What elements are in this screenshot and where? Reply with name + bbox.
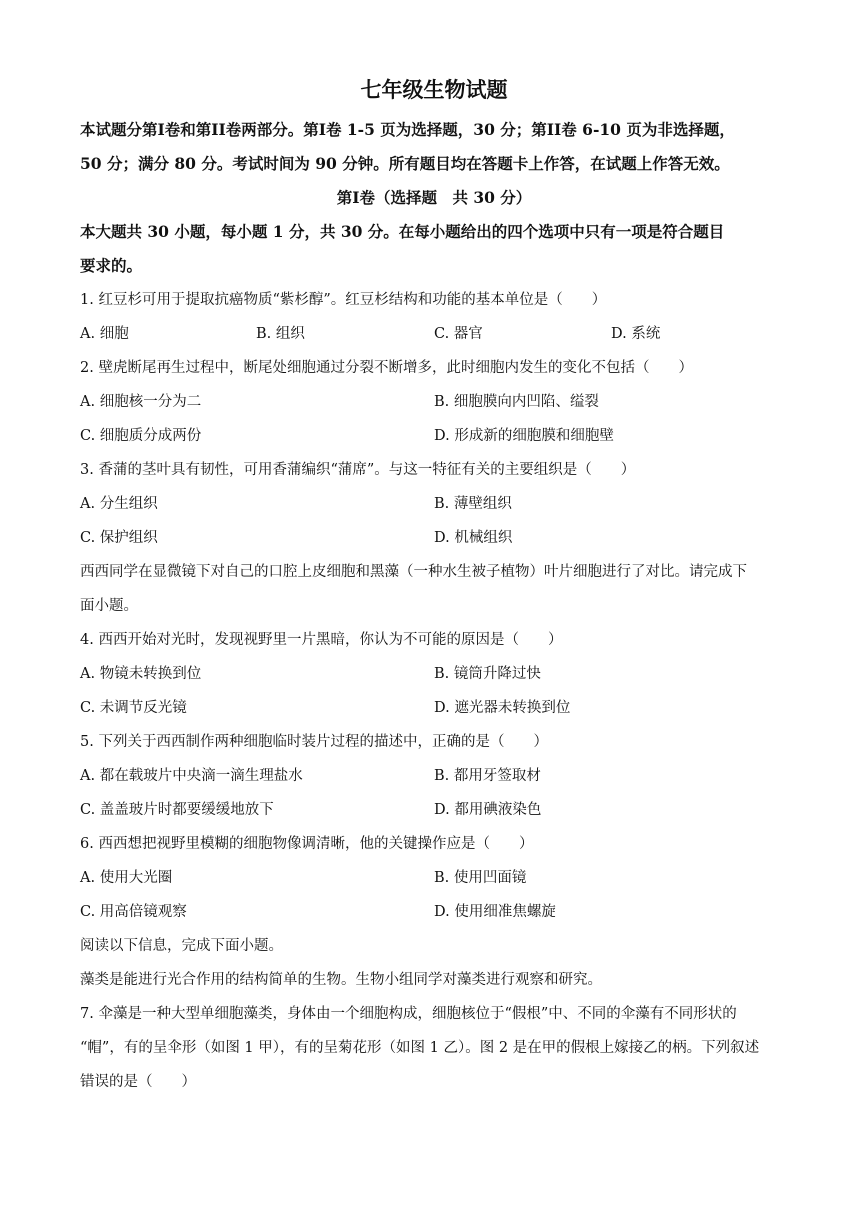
context-1-line-2: 面小题。	[80, 598, 138, 614]
question-1-option-c: C. 器官	[434, 326, 483, 342]
question-7-line-1: 7. 伞藻是一种大型单细胞藻类，身体由一个细胞构成，细胞核位于“假根”中、不同的伞藻有不同形状的	[80, 1006, 737, 1022]
question-6-option-b: B. 使用凹面镜	[434, 870, 527, 886]
question-3-option-d: D. 机械组织	[434, 530, 513, 546]
question-3-option-c: C. 保护组织	[80, 530, 158, 546]
question-1-stem: 1. 红豆杉可用于提取抗癌物质“紫杉醇”。红豆杉结构和功能的基本单位是（ ）	[80, 292, 607, 308]
section-desc-line-1: 本大题共 30 小题，每小题 1 分，共 30 分。在每小题给出的四个选项中只有一项是符合题目	[80, 222, 725, 241]
question-5-option-a: A. 都在载玻片中央滴一滴生理盐水	[80, 768, 303, 784]
question-7-line-2: “帽”，有的呈伞形（如图 1 甲），有的呈菊花形（如图 1 乙）。图 2 是在甲的假根上嫁接乙的柄。下列叙述	[80, 1040, 760, 1056]
question-1-option-a: A. 细胞	[80, 326, 129, 342]
page-title: 七年级生物试题	[360, 77, 508, 102]
intro-line-1: 本试题分第I卷和第II卷两部分。第I卷 1-5 页为选择题，30 分；第II卷 6-10 页为非选择题，	[80, 120, 735, 139]
question-1-option-d: D. 系统	[611, 326, 661, 342]
context-1-line-1: 西西同学在显微镜下对自己的口腔上皮细胞和黑藻（一种水生被子植物）叶片细胞进行了对比。请完成下	[80, 564, 747, 580]
question-6-option-a: A. 使用大光圈	[80, 870, 173, 886]
question-4-option-d: D. 遮光器未转换到位	[434, 700, 571, 716]
question-3-option-b: B. 薄壁组织	[434, 496, 512, 512]
question-2-option-a: A. 细胞核一分为二	[80, 394, 202, 410]
question-4-stem: 4. 西西开始对光时，发现视野里一片黑暗，你认为不可能的原因是（ ）	[80, 632, 563, 648]
question-1-option-b: B. 组织	[256, 326, 305, 342]
question-2-option-d: D. 形成新的细胞膜和细胞壁	[434, 428, 614, 444]
question-6-stem: 6. 西西想把视野里模糊的细胞物像调清晰，他的关键操作应是（ ）	[80, 836, 534, 852]
question-5-option-c: C. 盖盖玻片时都要缓缓地放下	[80, 802, 274, 818]
question-2-option-b: B. 细胞膜向内凹陷、缢裂	[434, 394, 599, 410]
section-title: 第I卷（选择题 共 30 分）	[336, 188, 532, 207]
question-5-option-d: D. 都用碘液染色	[434, 802, 542, 818]
context-2-line-2: 藻类是能进行光合作用的结构简单的生物。生物小组同学对藻类进行观察和研究。	[80, 972, 602, 988]
question-4-option-a: A. 物镜未转换到位	[80, 666, 202, 682]
section-desc-line-2: 要求的。	[80, 256, 143, 275]
question-3-stem: 3. 香蒲的茎叶具有韧性，可用香蒲编织“蒲席”。与这一特征有关的主要组织是（ ）	[80, 462, 636, 478]
question-4-option-b: B. 镜筒升降过快	[434, 666, 541, 682]
question-2-stem: 2. 壁虎断尾再生过程中，断尾处细胞通过分裂不断增多，此时细胞内发生的变化不包括（ ）	[80, 360, 693, 376]
question-5-option-b: B. 都用牙签取材	[434, 768, 541, 784]
question-7-line-3: 错误的是（ ）	[80, 1074, 196, 1090]
question-2-option-c: C. 细胞质分成两份	[80, 428, 202, 444]
question-6-option-d: D. 使用细准焦螺旋	[434, 904, 556, 920]
intro-line-2: 50 分；满分 80 分。考试时间为 90 分钟。所有题目均在答题卡上作答，在试题上作答无效。	[80, 154, 730, 173]
question-6-option-c: C. 用高倍镜观察	[80, 904, 187, 920]
question-3-option-a: A. 分生组织	[80, 496, 158, 512]
question-5-stem: 5. 下列关于西西制作两种细胞临时装片过程的描述中，正确的是（ ）	[80, 734, 548, 750]
context-2-line-1: 阅读以下信息，完成下面小题。	[80, 938, 283, 954]
question-4-option-c: C. 未调节反光镜	[80, 700, 187, 716]
